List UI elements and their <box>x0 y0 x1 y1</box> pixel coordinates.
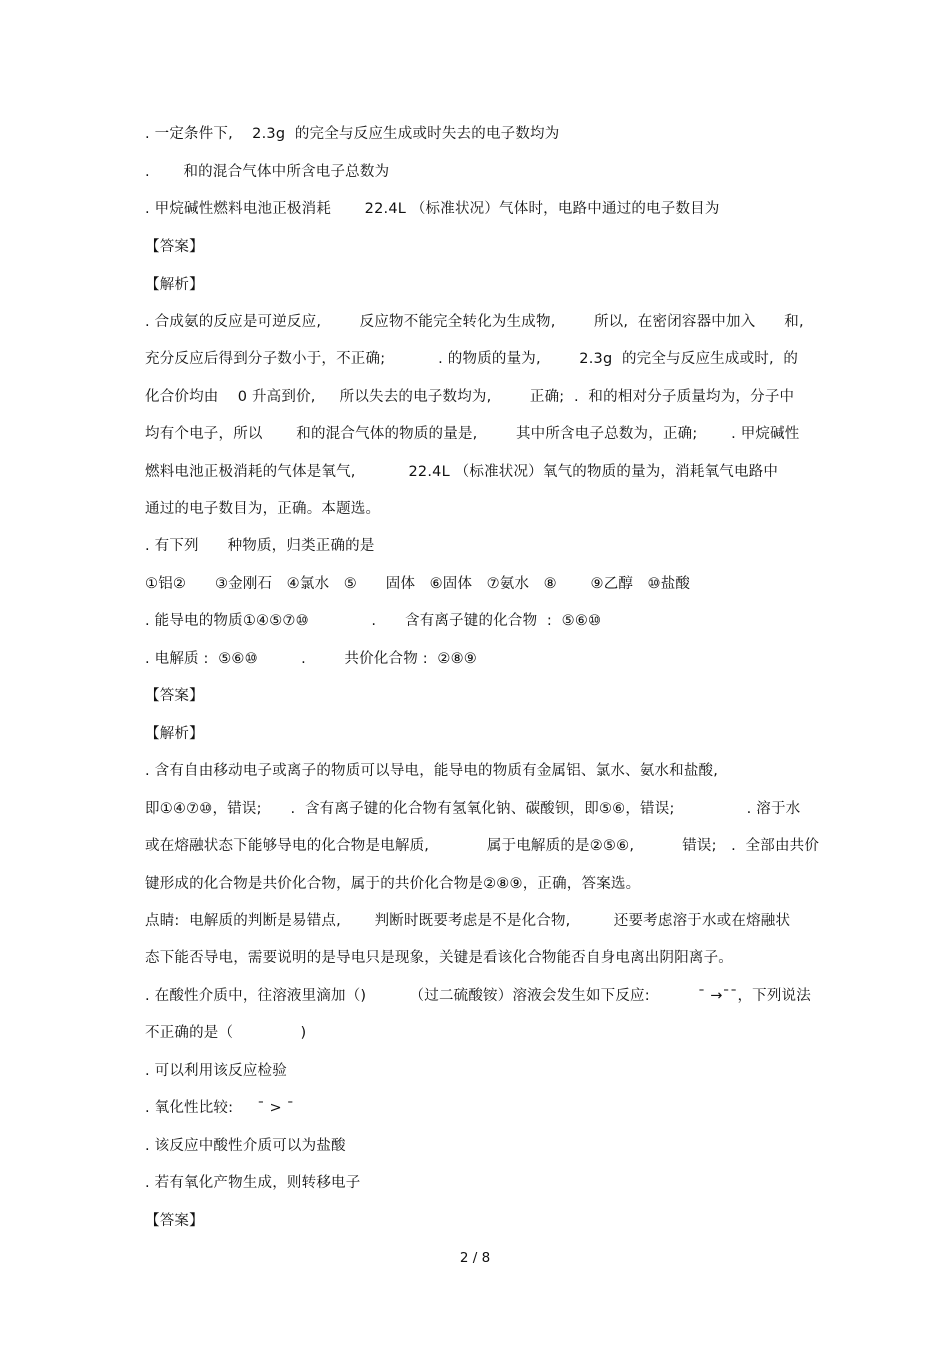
text-line: 点睛: 电解质的判断是易错点, 判断时既要考虑是不是化合物, 还要考虑溶于水或在熔融状 <box>145 913 791 929</box>
option-line: . 电解质 : ⑤⑥⑩ . 共价化合物 : ②⑧⑨ <box>145 651 478 667</box>
answer-heading: 【答案】 <box>145 239 204 255</box>
text-line: . 含有自由移动电子或离子的物质可以导电，能导电的物质有金属铝、氯水、氨水和盐酸, <box>145 763 719 779</box>
page-number: 2 / 8 <box>459 1250 491 1266</box>
option-line: . 可以利用该反应检验 <box>145 1063 287 1079</box>
text-line: . 和的混合气体中所含电子总数为 <box>145 164 390 180</box>
text-line: 键形成的化合物是共价化合物，属于的共价化合物是②⑧⑨，正确，答案选。 <box>145 876 641 892</box>
answer-heading: 【答案】 <box>145 688 204 704</box>
question-line: . 有下列 种物质，归类正确的是 <box>145 538 375 554</box>
text-line: ①铝② ③金刚石 ④氯水 ⑤ 固体 ⑥固体 ⑦氨水 ⑧ ⑨乙醇 ⑩盐酸 <box>145 576 691 592</box>
option-line: . 若有氧化产物生成，则转移电子 <box>145 1175 361 1191</box>
text-line: 化合价均由 0 升高到价, 所以失去的电子数均为, 正确; . 和的相对分子质量均为，分子中 <box>145 389 795 405</box>
option-line: . 该反应中酸性介质可以为盐酸 <box>145 1138 346 1154</box>
analysis-heading: 【解析】 <box>145 726 204 742</box>
question-line: . 在酸性介质中，往溶液里滴加（) （过二硫酸铵）溶液会发生如下反应: ˉ →ˉˉ，下列说法 <box>145 988 811 1004</box>
option-line: . 氧化性比较: ˉ > ˉ <box>145 1100 295 1116</box>
text-line: 均有个电子，所以 和的混合气体的物质的量是, 其中所含电子总数为，正确; . 甲烷碱性 <box>145 426 800 442</box>
text-line: . 一定条件下, 2.3g 的完全与反应生成或时失去的电子数均为 <box>145 126 560 142</box>
text-line: 不正确的是（ ) <box>145 1025 307 1041</box>
text-line: . 合成氨的反应是可逆反应, 反应物不能完全转化为生成物, 所以, 在密闭容器中加入 和, <box>145 314 804 330</box>
option-line: . 能导电的物质①④⑤⑦⑩ . 含有离子键的化合物 : ⑤⑥⑩ <box>145 613 602 629</box>
answer-heading: 【答案】 <box>145 1213 204 1229</box>
text-line: 燃料电池正极消耗的气体是氧气, 22.4L （标准状况）氧气的物质的量为，消耗氧气电路中 <box>145 464 779 480</box>
text-line: 即①④⑦⑩，错误; . 含有离子键的化合物有氢氧化钠、碳酸钡，即⑤⑥，错误; . 溶于水 <box>145 801 801 817</box>
analysis-heading: 【解析】 <box>145 277 204 293</box>
text-line: 充分反应后得到分子数小于，不正确; . 的物质的量为, 2.3g 的完全与反应生成或时, 的 <box>145 351 799 367</box>
text-line: 态下能否导电，需要说明的是导电只是现象，关键是看该化合物能否自身电离出阴阳离子。 <box>145 950 733 966</box>
text-line: 通过的电子数目为，正确。本题选。 <box>145 501 381 517</box>
text-line: 或在熔融状态下能够导电的化合物是电解质, 属于电解质的是②⑤⑥, 错误; . 全部由共价 <box>145 838 820 854</box>
text-line: . 甲烷碱性燃料电池正极消耗 22.4L （标准状况）气体时，电路中通过的电子数目为 <box>145 201 720 217</box>
